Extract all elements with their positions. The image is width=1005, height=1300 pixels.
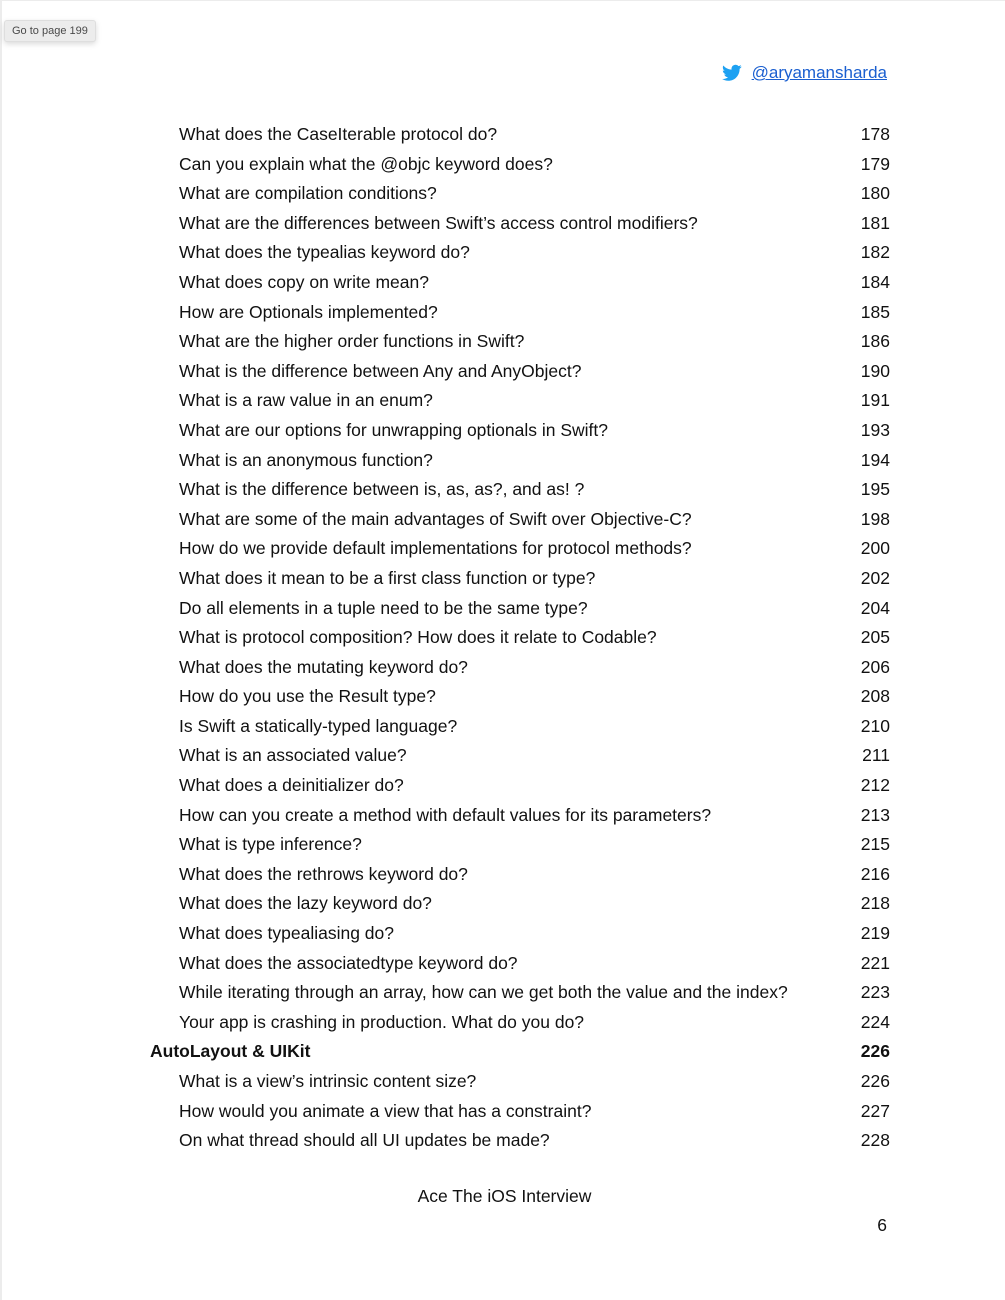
- toc-entry[interactable]: [150, 475, 890, 505]
- toc-entry-title: What is a raw value in an enum?: [179, 390, 433, 411]
- toc-entry-title: What does the lazy keyword do?: [179, 893, 432, 914]
- toc-entry-page-number: 226: [860, 1041, 890, 1062]
- toc-entry-title: What does the associatedtype keyword do?: [179, 952, 518, 973]
- toc-entry-title: How would you animate a view that has a constraint?: [179, 1100, 592, 1121]
- toc-entry-title: AutoLayout & UIKit: [150, 1041, 311, 1062]
- toc-entry[interactable]: [150, 298, 890, 328]
- toc-entry-title: What does a deinitializer do?: [179, 775, 404, 796]
- toc-entry-page-number: 211: [862, 745, 890, 766]
- toc-entry-title: What is type inference?: [179, 834, 362, 855]
- toc-entry-page-number: 205: [860, 627, 890, 648]
- toc-entry[interactable]: [150, 949, 890, 979]
- toc-entry[interactable]: [150, 682, 890, 712]
- toc-entry[interactable]: [150, 1097, 890, 1127]
- toc-entry-title: What are some of the main advantages of Swift over Objective-C?: [179, 508, 692, 529]
- toc-entry-page-number: 184: [860, 271, 890, 292]
- go-to-page-tooltip[interactable]: Go to page 199: [4, 20, 96, 42]
- toc-entry[interactable]: [150, 505, 890, 535]
- toc-entry-page-number: 195: [860, 479, 890, 500]
- toc-entry-page-number: 228: [860, 1130, 890, 1151]
- toc-entry-title: What are the higher order functions in Swift?: [179, 331, 525, 352]
- toc-entry-page-number: 180: [860, 183, 890, 204]
- toc-entry-page-number: 224: [860, 1011, 890, 1032]
- toc-entry[interactable]: [150, 830, 890, 860]
- toc-entry-page-number: 191: [860, 390, 890, 411]
- toc-entry[interactable]: [150, 1126, 890, 1156]
- twitter-bird-icon: [722, 64, 742, 82]
- toc-section-heading[interactable]: [150, 1037, 890, 1067]
- toc-entry-title: What are the differences between Swift’s access control modifiers?: [179, 212, 698, 233]
- toc-entry[interactable]: [150, 978, 890, 1008]
- toc-entry-title: What does copy on write mean?: [179, 271, 429, 292]
- toc-entry[interactable]: [150, 327, 890, 357]
- toc-entry-page-number: 202: [860, 567, 890, 588]
- toc-entry-title: What is the difference between is, as, as?, and as! ?: [179, 479, 585, 500]
- toc-entry-title: While iterating through an array, how can we get both the value and the index?: [179, 982, 788, 1003]
- toc-entry-page-number: 218: [860, 893, 890, 914]
- toc-entry-title: What is an associated value?: [179, 745, 407, 766]
- toc-entry-page-number: 227: [860, 1100, 890, 1121]
- toc-entry-title: How are Optionals implemented?: [179, 301, 438, 322]
- toc-entry-page-number: 198: [860, 508, 890, 529]
- toc-entry-title: What does the rethrows keyword do?: [179, 863, 468, 884]
- toc-entry-page-number: 186: [860, 331, 890, 352]
- toc-entry-page-number: 215: [860, 834, 890, 855]
- toc-entry[interactable]: [150, 120, 890, 150]
- toc-entry-title: Is Swift a statically-typed language?: [179, 715, 458, 736]
- toc-entry-page-number: 179: [860, 153, 890, 174]
- twitter-handle: [722, 61, 887, 85]
- twitter-profile-link[interactable]: @aryamansharda: [751, 63, 887, 82]
- toc-entry-page-number: 178: [860, 124, 890, 144]
- toc-entry-title: What is the difference between Any and AnyObject?: [179, 360, 582, 381]
- toc-entry-title: What is an anonymous function?: [179, 449, 433, 470]
- toc-entry[interactable]: [150, 150, 890, 180]
- table-of-contents: [150, 120, 890, 1156]
- toc-entry[interactable]: [150, 357, 890, 387]
- toc-entry-page-number: 216: [860, 863, 890, 884]
- toc-entry-page-number: 226: [860, 1071, 890, 1091]
- toc-entry-title: What does it mean to be a first class function or type?: [179, 567, 596, 588]
- toc-entry[interactable]: [150, 386, 890, 416]
- toc-entry[interactable]: [150, 623, 890, 653]
- toc-entry-title: How do we provide default implementations for protocol methods?: [179, 538, 692, 559]
- toc-entry[interactable]: [150, 594, 890, 624]
- toc-entry-page-number: 223: [860, 982, 890, 1003]
- toc-entry-page-number: 204: [860, 597, 890, 618]
- toc-entry[interactable]: [150, 416, 890, 446]
- toc-entry-page-number: 221: [860, 952, 890, 973]
- toc-entry-page-number: 208: [860, 686, 890, 707]
- toc-entry-title: Your app is crashing in production. What do you do?: [179, 1011, 585, 1032]
- toc-entry[interactable]: [150, 564, 890, 594]
- toc-entry[interactable]: [150, 771, 890, 801]
- toc-entry-title: How can you create a method with default values for its parameters?: [179, 804, 712, 825]
- toc-entry[interactable]: [150, 209, 890, 239]
- toc-entry-title: Can you explain what the @objc keyword does?: [179, 153, 553, 174]
- toc-entry[interactable]: [150, 712, 890, 742]
- toc-entry-page-number: 212: [860, 775, 890, 796]
- toc-entry[interactable]: [150, 268, 890, 298]
- toc-entry-title: What are compilation conditions?: [179, 183, 437, 204]
- toc-entry[interactable]: [150, 741, 890, 771]
- toc-entry-page-number: 210: [860, 715, 890, 736]
- toc-entry-page-number: 190: [860, 360, 890, 381]
- toc-entry-page-number: 185: [860, 301, 890, 322]
- toc-entry-title: What does the mutating keyword do?: [179, 656, 468, 677]
- toc-entry[interactable]: [150, 889, 890, 919]
- toc-entry-page-number: 206: [860, 656, 890, 677]
- toc-entry-title: What is protocol composition? How does it relate to Codable?: [179, 627, 657, 648]
- toc-entry-page-number: 213: [860, 804, 890, 825]
- toc-entry[interactable]: [150, 860, 890, 890]
- toc-entry[interactable]: [150, 446, 890, 476]
- toc-entry-page-number: 200: [860, 538, 890, 559]
- toc-entry-page-number: 181: [860, 212, 890, 233]
- toc-entry[interactable]: [150, 1008, 890, 1038]
- toc-entry[interactable]: [150, 238, 890, 268]
- toc-entry[interactable]: [150, 179, 890, 209]
- toc-entry-title: On what thread should all UI updates be made?: [179, 1130, 550, 1151]
- toc-entry[interactable]: [150, 534, 890, 564]
- toc-entry-title: What does the typealias keyword do?: [179, 242, 470, 263]
- toc-entry-page-number: 193: [860, 419, 890, 440]
- toc-entry-title: What is a view’s intrinsic content size?: [179, 1071, 477, 1091]
- toc-entry[interactable]: [150, 919, 890, 949]
- footer-page-number: 6: [877, 1215, 887, 1235]
- toc-entry-title: What are our options for unwrapping optionals in Swift?: [179, 419, 608, 440]
- toc-entry[interactable]: [150, 801, 890, 831]
- toc-entry-title: How do you use the Result type?: [179, 686, 436, 707]
- toc-entry-title: What does the CaseIterable protocol do?: [179, 124, 498, 144]
- toc-entry-page-number: 182: [860, 242, 890, 263]
- toc-entry-page-number: 194: [860, 449, 890, 470]
- toc-entry-title: What does typealiasing do?: [179, 923, 394, 944]
- toc-entry-page-number: 219: [860, 923, 890, 944]
- footer-book-title: Ace The iOS Interview: [417, 1186, 592, 1206]
- toc-entry[interactable]: [150, 1067, 890, 1097]
- toc-entry[interactable]: [150, 653, 890, 683]
- toc-entry-title: Do all elements in a tuple need to be the same type?: [179, 597, 588, 618]
